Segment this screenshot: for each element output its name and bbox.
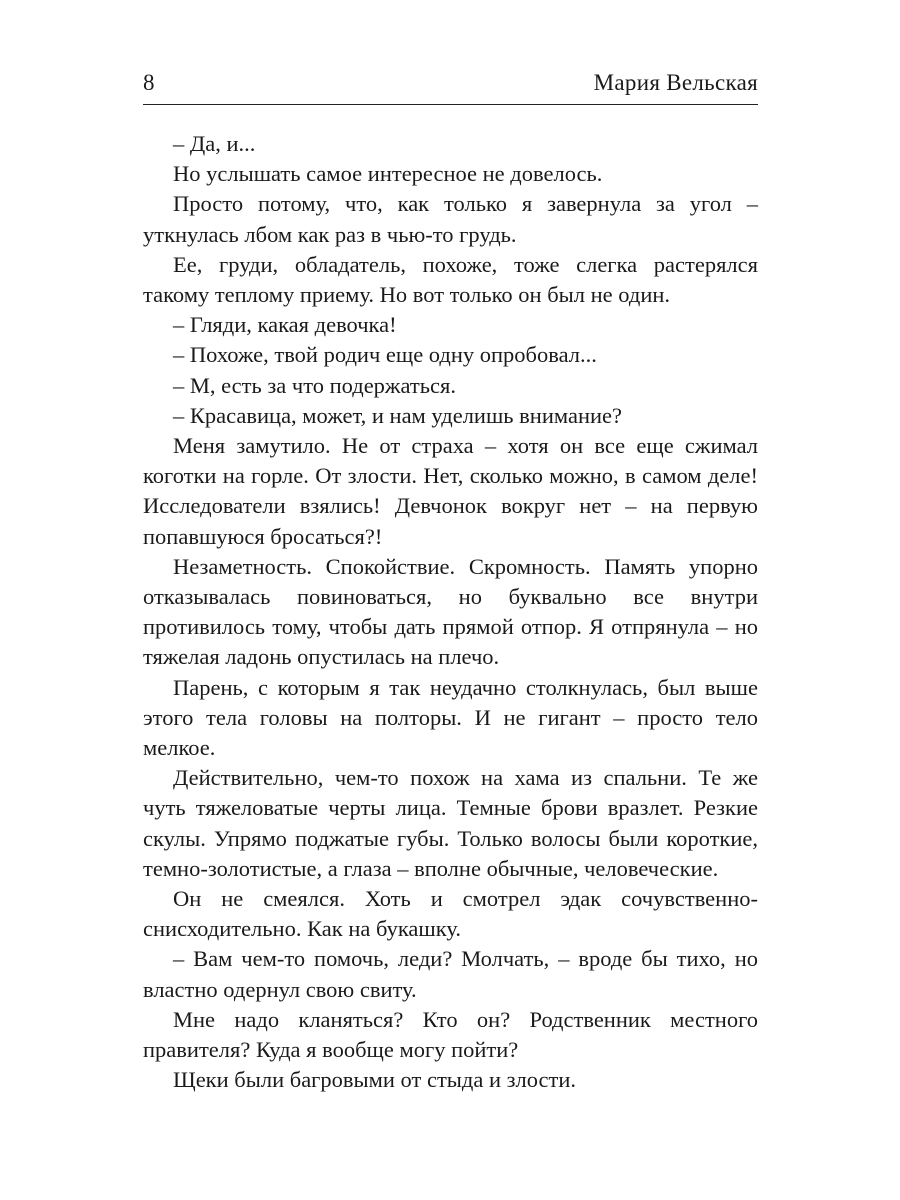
header-rule	[143, 104, 758, 105]
paragraph: – Гляди, какая девочка!	[173, 312, 397, 338]
running-head-author: Мария Вельская	[593, 70, 758, 95]
paragraph: – Вам чем-то помочь, леди? Молчать, – вроде бы тихо, но властно одернул свою свиту.	[143, 946, 758, 1002]
body-text	[143, 129, 758, 1096]
paragraph: – Похоже, твой родич еще одну опробовал...	[173, 342, 597, 368]
paragraph: Незаметность. Спокойствие. Скромность. Память упорно отказывалась повиноваться, но буквально все внутри противилось тому, чтобы дать прямой отпор. Я отпрянула – но тяжелая ладонь опустилась на плечо.	[143, 553, 758, 670]
paragraph: Меня замутило. Не от страха – хотя он все еще сжимал коготки на горле. От злости. Нет, сколько можно, в самом деле! Исследователи взялись! Девчонок вокруг нет – на первую попавшуюся бросаться?!	[143, 433, 758, 549]
paragraph: Мне надо кланяться? Кто он? Родственник местного правителя? Куда я вообще могу пойти?	[143, 1006, 758, 1063]
paragraph: Действительно, чем-то похож на хама из спальни. Те же чуть тяжеловатые черты лица. Темные брови вразлет. Резкие скулы. Упрямо поджатые губы. Только волосы были короткие, темно-золотистые, а глаза – вполне обычные, человеческие.	[143, 765, 758, 881]
paragraph: – Красавица, может, и нам уделишь внимание?	[173, 402, 623, 428]
paragraph: – Да, и...	[173, 131, 256, 156]
paragraph: – М, есть за что подержаться.	[173, 372, 456, 398]
paragraph: Ее, груди, обладатель, похоже, тоже слегка растерялся такому теплому приему. Но вот только он был не один.	[143, 251, 758, 308]
paragraph: Он не смеялся. Хоть и смотрел эдак сочувственно-снисходительно. Как на букашку.	[143, 886, 758, 942]
paragraph: Щеки были багровыми от стыда и злости.	[173, 1067, 577, 1093]
page-header	[143, 64, 758, 100]
paragraph: Но услышать самое интересное не довелось.	[173, 161, 603, 187]
page-number: 8	[143, 70, 155, 95]
paragraph: Просто потому, что, как только я завернула за угол – уткнулась лбом как раз в чью-то грудь.	[143, 191, 758, 247]
paragraph: Парень, с которым я так неудачно столкнулась, был выше этого тела головы на полторы. И не гигант – просто тело мелкое.	[143, 674, 758, 761]
